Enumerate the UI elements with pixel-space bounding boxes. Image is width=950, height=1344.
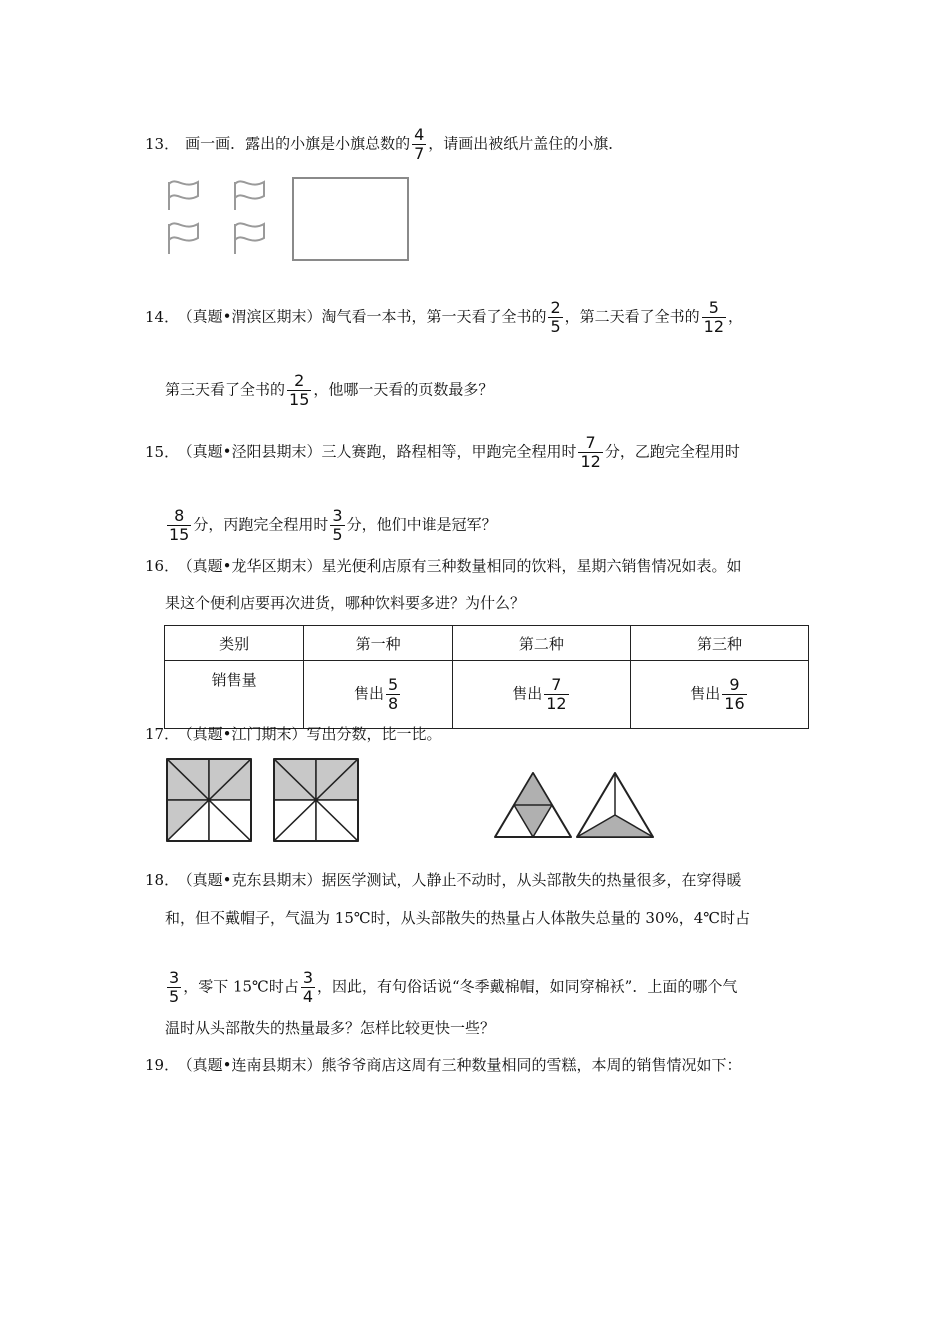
question-text: 果这个便利店要再次进货，哪种饮料要多进？为什么？ (165, 594, 526, 612)
q16-line-2 (165, 593, 525, 613)
cell-prefix: 售出 (512, 684, 543, 703)
q15-line-1 (145, 434, 740, 471)
q18-line-3 (165, 969, 737, 1006)
question-number: 14． (145, 307, 180, 326)
q14-line-1 (145, 299, 743, 336)
question-text: ，他哪一天看的页数最多？ (313, 380, 494, 399)
table-header-cell: 第一种 (304, 626, 453, 661)
fraction: $\frac{7}{12}$ (580, 433, 601, 471)
triangle-figure-1 (492, 770, 574, 840)
sales-table (164, 625, 809, 729)
fraction: $\frac{8}{15}$ (169, 506, 190, 544)
flag-icon (169, 181, 198, 210)
fraction: $\frac{3}{5}$ (332, 506, 343, 544)
question-text: 据医学测试，人静止不动时，从头部散失的热量很多，在穿得暖 (321, 871, 742, 889)
question-number: 15． (145, 442, 180, 461)
table-cell (304, 661, 453, 729)
question-text: 淘气看一本书，第一天看了全书的 (321, 307, 547, 326)
question-text: ， (728, 307, 744, 326)
triangle-figure-2 (574, 770, 656, 840)
question-text: 分，他们中谁是冠军？ (346, 515, 497, 534)
q17-line (145, 724, 441, 744)
paper-cover (293, 178, 408, 260)
square-figure-1 (165, 757, 253, 843)
question-text: 温时从头部散失的热量最多？怎样比较更快一些？ (165, 1019, 496, 1037)
question-text: ，第二天看了全书的 (564, 307, 700, 326)
table-row (165, 661, 809, 729)
fraction: $\frac{5}{8}$ (387, 675, 399, 713)
fraction: $\frac{3}{4}$ (302, 968, 314, 1006)
q13-line (145, 126, 623, 163)
question-text: 星光便利店原有三种数量相同的饮料，星期六销售情况如表。如 (321, 557, 742, 575)
question-text: 分，乙跑完全程用时 (604, 442, 740, 461)
square-figure-2 (272, 757, 360, 843)
table-row-label: 销售量 (165, 661, 304, 729)
question-number: 18． (145, 871, 180, 889)
question-number: 17． (145, 725, 180, 743)
table-header-cell: 第三种 (630, 626, 808, 661)
flag-icon (235, 181, 264, 210)
fraction: $\frac{4}{7}$ (414, 125, 425, 163)
q18-line-4 (165, 1018, 495, 1038)
fraction: $\frac{5}{12}$ (703, 298, 725, 336)
q18-line-2 (165, 908, 750, 928)
cell-prefix: 售出 (690, 684, 721, 703)
fraction: $\frac{2}{15}$ (289, 371, 310, 409)
table-cell (630, 661, 808, 729)
table-header-row (165, 626, 809, 661)
question-text: ，因此，有句俗话说“冬季戴棉帽，如同穿棉袄”．上面的哪个气 (317, 977, 738, 996)
question-number: 16． (145, 557, 180, 575)
source-tag: （真题•江门期末） (185, 725, 307, 743)
fraction: $\frac{7}{12}$ (546, 675, 567, 713)
question-text: 三人赛跑，路程相等，甲跑完全程用时 (321, 442, 577, 461)
source-tag: （真题•渭滨区期末） (185, 307, 322, 326)
fraction: $\frac{3}{5}$ (169, 968, 180, 1006)
question-text: 熊爷爷商店这周有三种数量相同的雪糕，本周的销售情况如下： (321, 1056, 742, 1074)
flags-figure (160, 172, 415, 264)
table-header-cell: 类别 (165, 626, 304, 661)
q15-line-2 (165, 507, 497, 544)
source-tag: （真题•龙华区期末） (185, 557, 322, 575)
source-tag: （真题•克东县期末） (185, 871, 322, 889)
q16-line-1 (145, 556, 741, 576)
question-number: 13． (145, 134, 180, 153)
fraction: $\frac{9}{16}$ (724, 675, 745, 713)
q18-line-1 (145, 870, 741, 890)
question-text: 和，但不戴帽子，气温为 15℃时，从头部散失的热量占人体散失总量的 30%，4℃时占 (165, 909, 751, 927)
q19-line (145, 1055, 741, 1075)
table-cell (452, 661, 630, 729)
question-text: ，请画出被纸片盖住的小旗． (428, 134, 624, 153)
source-tag: （真题•连南县期末） (185, 1056, 322, 1074)
q14-line-2 (165, 372, 493, 409)
cell-prefix: 售出 (353, 684, 384, 703)
flag-icon (169, 223, 198, 254)
question-text: 画一画．露出的小旗是小旗总数的 (185, 134, 411, 153)
source-tag: （真题•泾阳县期末） (185, 442, 322, 461)
question-text: 写出分数，比一比。 (306, 725, 442, 743)
question-number: 19． (145, 1056, 180, 1074)
question-text: 分，丙跑完全程用时 (193, 515, 329, 534)
fraction: $\frac{2}{5}$ (550, 298, 561, 336)
question-text: 第三天看了全书的 (165, 380, 286, 399)
question-text: ，零下 15℃时占 (183, 977, 299, 996)
flag-icon (235, 223, 264, 254)
table-header-cell: 第二种 (452, 626, 630, 661)
